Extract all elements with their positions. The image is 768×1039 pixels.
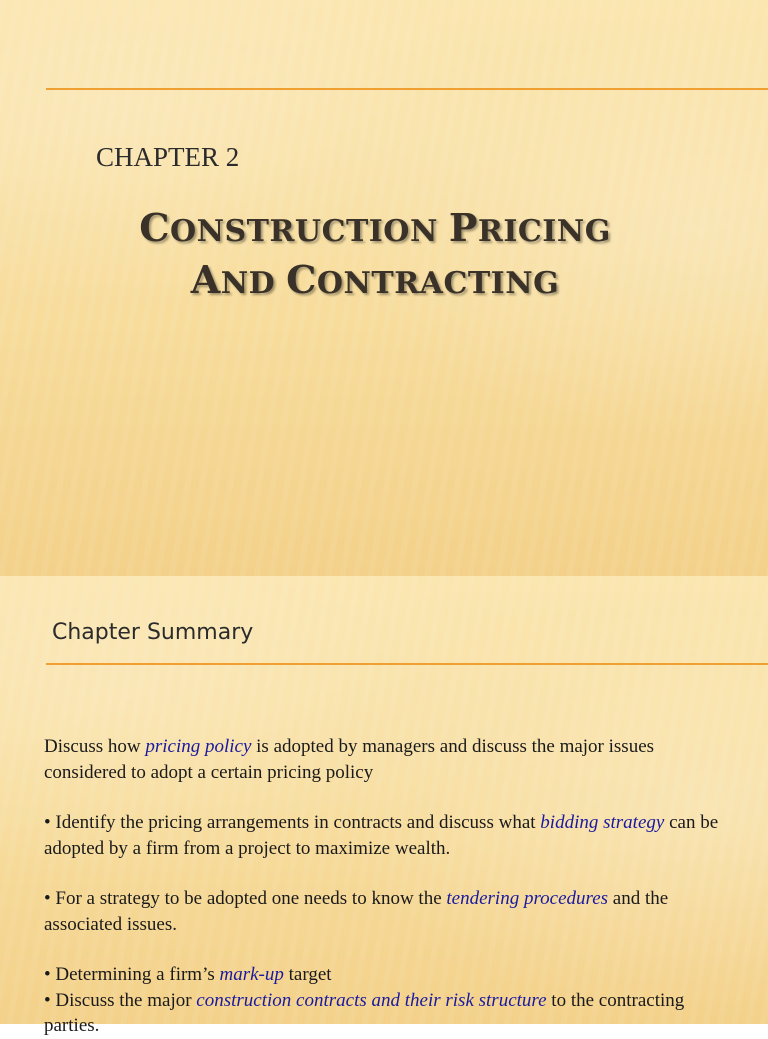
title-cap: A: [190, 257, 221, 302]
title-line-2: [80, 256, 670, 308]
header-rule: [46, 88, 768, 90]
chapter-label: CHAPTER 2: [96, 142, 240, 172]
summary-paragraph: • For a strategy to be adopted one needs to know the tendering procedures and the associated issues.: [44, 888, 669, 935]
highlight-term: bidding strategy: [540, 812, 665, 833]
slide-title: [80, 204, 670, 308]
summary-paragraph: • Identify the pricing arrangements in contracts and discuss what bidding strategy can be adopted by a firm from a project to maximize wealth.: [44, 812, 719, 859]
title-cap: P: [448, 205, 478, 250]
title-smallcaps: ND: [220, 266, 287, 301]
title-smallcaps: ONTRACTING: [316, 266, 560, 301]
title-line-1: [80, 204, 670, 256]
summary-paragraph: • Determining a firm’s mark-up target: [44, 964, 332, 985]
slide-chapter-summary: [0, 576, 768, 1036]
highlight-term: pricing policy: [145, 736, 252, 757]
title-smallcaps: RICING: [477, 214, 611, 249]
title-smallcaps: ONSTRUCTION: [169, 214, 449, 249]
heading-rule: [46, 663, 768, 665]
title-cap: C: [286, 257, 317, 302]
title-cap: C: [139, 205, 170, 250]
highlight-term: construction contracts and their risk structure: [196, 989, 547, 1011]
summary-body: [44, 734, 738, 1039]
highlight-term: mark-up: [219, 964, 284, 985]
summary-paragraph: Discuss how pricing policy is adopted by managers and discuss the major issues considered to adopt a certain pricing policy: [44, 736, 655, 783]
summary-heading: Chapter Summary: [52, 620, 254, 645]
highlight-term: tendering procedures: [446, 888, 609, 909]
summary-paragraph: • Discuss the major construction contracts and their risk structure to the contracting parties.: [44, 989, 685, 1036]
